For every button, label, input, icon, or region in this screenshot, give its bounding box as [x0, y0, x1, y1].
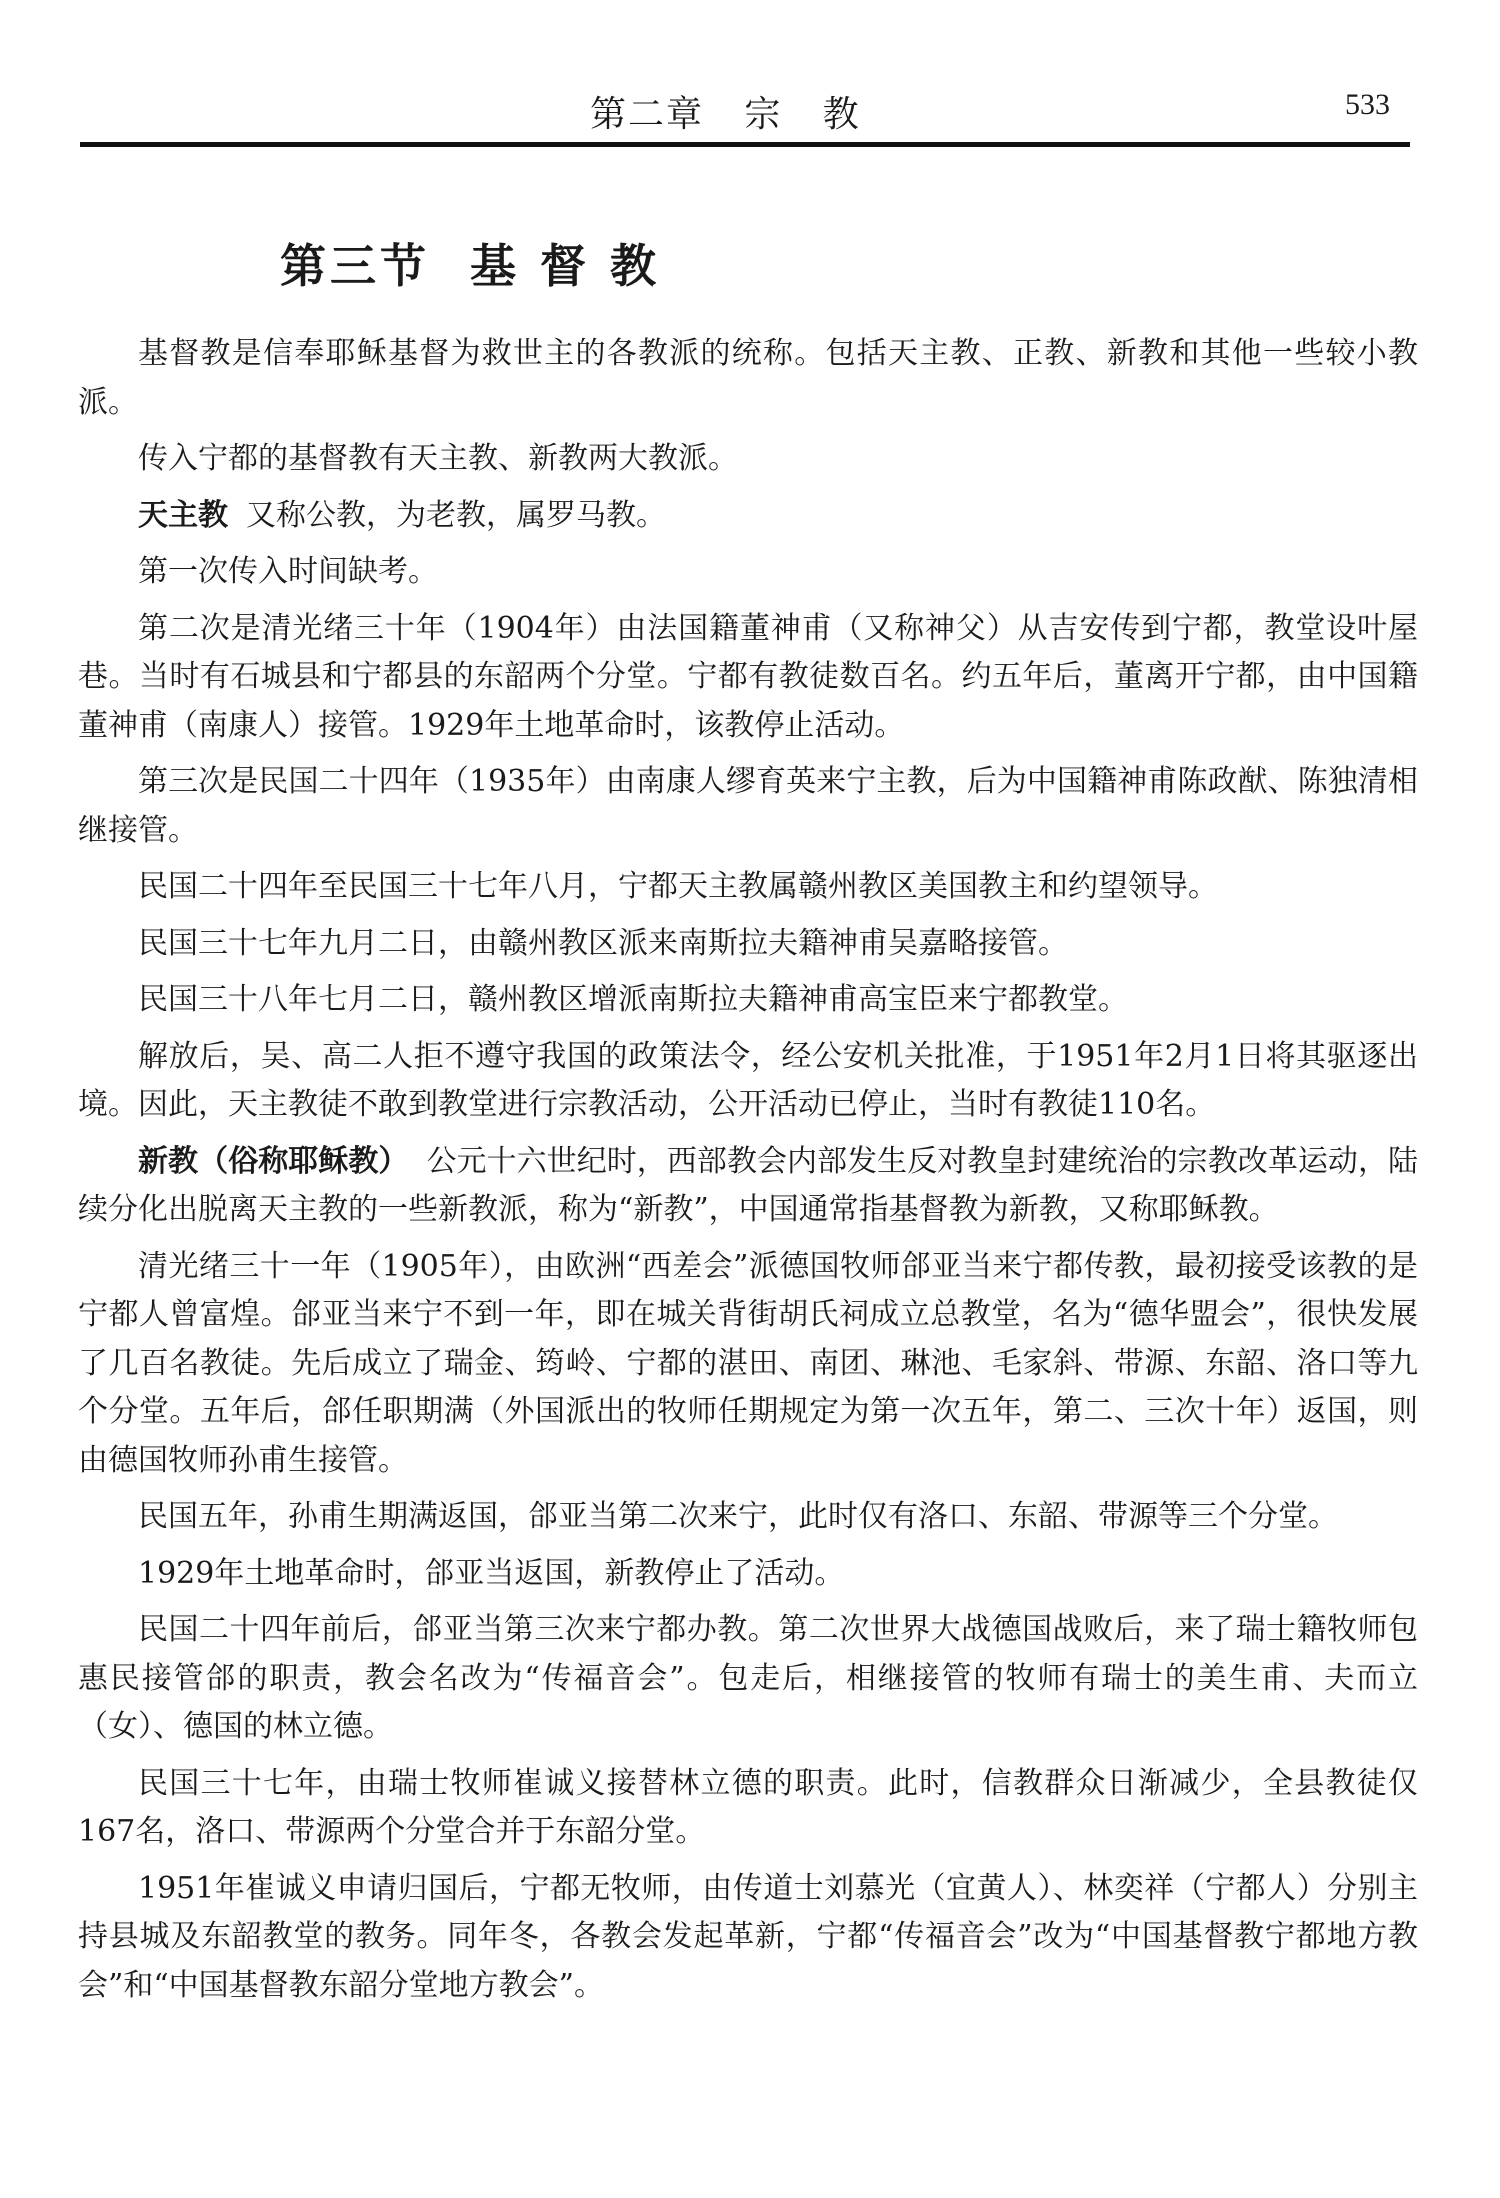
chapter-running-title: 第二章 宗 教	[590, 94, 861, 135]
body-text	[78, 330, 1418, 2018]
page-number: 533	[1345, 88, 1390, 121]
paragraph: 第三次是民国二十四年（1935年）由南康人缪育英来宁主教，后为中国籍神甫陈政猷、陈独清相继接管。	[78, 764, 1418, 848]
paragraph: 1929年土地革命时，郃亚当返国，新教停止了活动。	[138, 1555, 845, 1591]
paragraph: 1951年崔诚义申请归国后，宁都无牧师，由传道士刘慕光（宜黄人）、林奕祥（宁都人）分别主持县城及东韶教堂的教务。同年冬，各教会发起革新，宁都“传福音会”改为“中国基督教宁都地方教会”和“中国基督教东韶分堂地方教会”。	[78, 1870, 1418, 2003]
paragraph: 民国三十七年九月二日，由赣州教区派来南斯拉夫籍神甫吴嘉略接管。	[138, 925, 1068, 961]
paragraph-protestantism	[78, 1138, 1418, 1235]
term-catholicism: 天主教	[138, 497, 228, 533]
paragraph: 民国五年，孙甫生期满返国，郃亚当第二次来宁，此时仅有洛口、东韶、带源等三个分堂。	[138, 1499, 1338, 1534]
paragraph-text: 又称公教，为老教，属罗马教。	[246, 497, 666, 533]
paragraph: 民国三十七年，由瑞士牧师崔诚义接替林立德的职责。此时，信教群众日渐减少，全县教徒仅167名，洛口、带源两个分堂合并于东韶分堂。	[78, 1765, 1418, 1849]
section-title: 第三节 基 督 教	[280, 239, 661, 293]
paragraph-text: 公元十六世纪时，西部教会内部发生反对教皇封建统治的宗教改革运动，陆续分化出脱离天主教的一些新教派，称为“新教”，中国通常指基督教为新教，又称耶稣教。	[78, 1143, 1419, 1227]
term-protestantism: 新教（俗称耶稣教）	[138, 1143, 409, 1179]
paragraph: 第一次传入时间缺考。	[138, 554, 438, 589]
paragraph: 清光绪三十一年（1905年），由欧洲“西差会”派德国牧师郃亚当来宁都传教，最初接受该教的是宁都人曾富煌。郃亚当来宁不到一年，即在城关背街胡氏祠成立总教堂，名为“德华盟会”，很快发展了几百名教徒。先后成立了瑞金、筠岭、宁都的湛田、南团、琳池、毛家斜、带源、东韶、洛口等九个分堂。五年后，郃任职期满（外国派出的牧师任期规定为第一次五年，第二、三次十年）返国，则由德国牧师孙甫生接管。	[78, 1248, 1418, 1478]
paragraph: 民国三十八年七月二日，赣州教区增派南斯拉夫籍神甫高宝臣来宁都教堂。	[138, 982, 1128, 1017]
paragraph: 基督教是信奉耶稣基督为救世主的各教派的统称。包括天主教、正教、新教和其他一些较小教派。	[78, 336, 1418, 420]
paragraph: 传入宁都的基督教有天主教、新教两大教派。	[138, 441, 738, 476]
header-rule	[80, 142, 1410, 147]
paragraph: 民国二十四年前后，郃亚当第三次来宁都办教。第二次世界大战德国战败后，来了瑞士籍牧师包惠民接管郃的职责，教会名改为“传福音会”。包走后，相继接管的牧师有瑞士的美生甫、夫而立（女）、德国的林立德。	[78, 1612, 1418, 1744]
paragraph: 第二次是清光绪三十年（1904年）由法国籍董神甫（又称神父）从吉安传到宁都，教堂设叶屋巷。当时有石城县和宁都县的东韶两个分堂。宁都有教徒数百名。约五年后，董离开宁都，由中国籍董神甫（南康人）接管。1929年土地革命时，该教停止活动。	[78, 610, 1418, 743]
paragraph: 解放后，吴、高二人拒不遵守我国的政策法令，经公安机关批准，于1951年2月1日将其驱逐出境。因此，天主教徒不敢到教堂进行宗教活动，公开活动已停止，当时有教徒110名。	[78, 1038, 1418, 1122]
running-header	[80, 80, 1410, 140]
paragraph: 民国二十四年至民国三十七年八月，宁都天主教属赣州教区美国教主和约望领导。	[138, 869, 1218, 904]
paragraph-catholicism	[78, 492, 1418, 541]
